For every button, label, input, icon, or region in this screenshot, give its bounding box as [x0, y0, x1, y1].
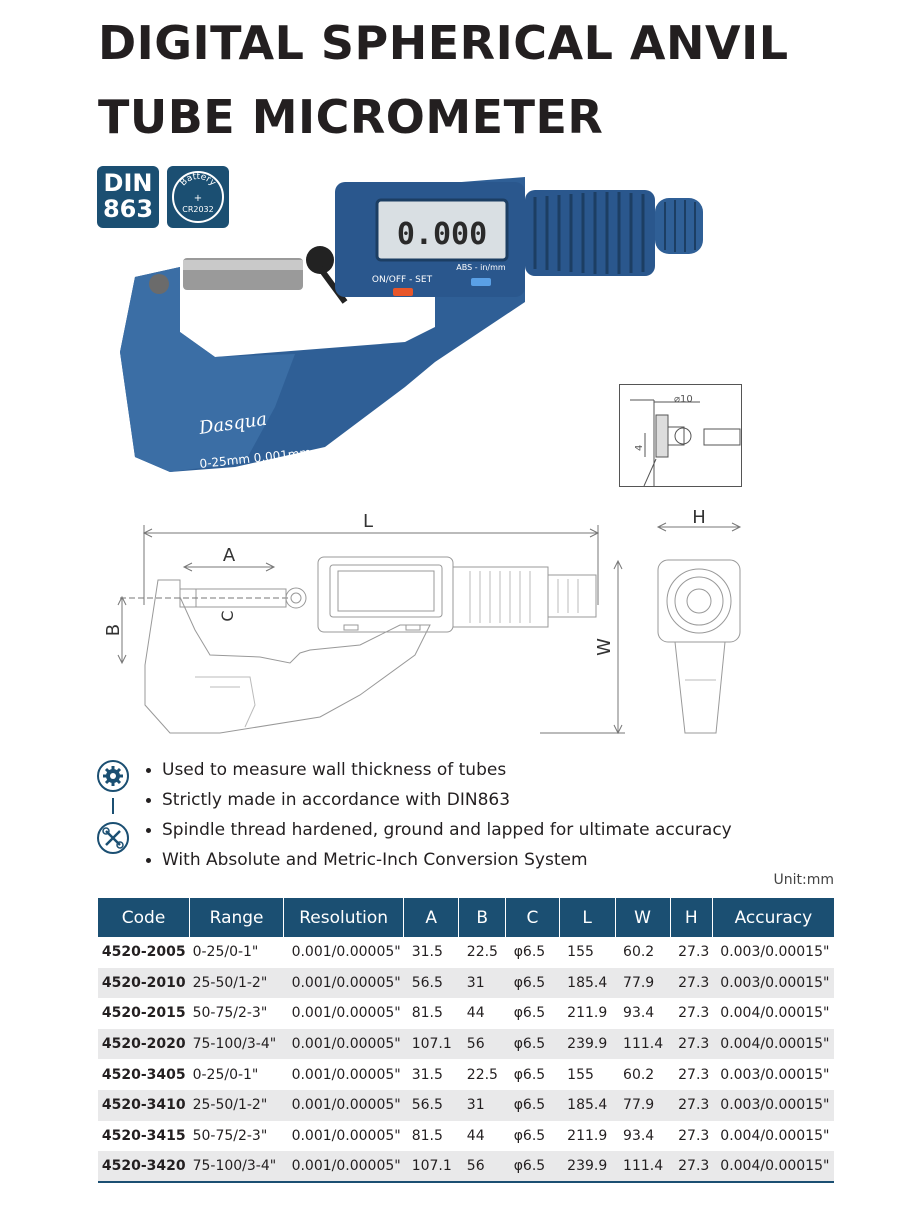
table-header-row: [98, 898, 834, 937]
cell-a: 31.5: [411, 1066, 443, 1083]
cell-l: 185.4: [559, 1090, 615, 1121]
cell-accuracy: 0.004/0.00015": [712, 1029, 834, 1060]
cell-a: 56.5: [404, 968, 459, 999]
cell-l: 185.4: [559, 968, 615, 999]
cell-range: 25-50/1-2": [190, 968, 284, 999]
cell-accuracy: 0.004/0.00015": [712, 1151, 834, 1182]
cell-l: 155: [567, 1066, 594, 1083]
cell-w: 77.9: [615, 968, 670, 999]
cell-w: 111.4: [615, 1029, 670, 1060]
page-title: [98, 6, 858, 154]
feature-item: Spindle thread hardened, ground and lapped for ultimate accuracy: [146, 820, 732, 850]
table-row: [98, 998, 834, 1029]
cell-accuracy: 0.003/0.00015": [720, 944, 830, 961]
cell-w: 93.4: [623, 1005, 655, 1022]
cell-resolution: 0.001/0.00005": [291, 944, 401, 961]
cell-h: 27.3: [670, 1151, 712, 1182]
cell-code: 4520-2010: [98, 968, 190, 999]
cell-l: 211.9: [567, 1005, 608, 1022]
table-row: [98, 1121, 834, 1152]
cell-l: 239.9: [559, 1029, 615, 1060]
header-l: L: [559, 898, 615, 937]
battery-badge-plus: +: [193, 193, 203, 204]
cell-h: 27.3: [670, 1090, 712, 1121]
dim-label-L: L: [362, 511, 374, 532]
feature-list: [146, 760, 732, 880]
dimension-drawing-side: [640, 505, 750, 740]
battery-badge-bottom: CR2032: [182, 205, 214, 214]
cell-c: φ6.5: [506, 968, 559, 999]
cell-c: φ6.5: [513, 1066, 546, 1083]
din-badge-line2: 863: [102, 195, 154, 223]
header-c: C: [506, 898, 559, 937]
cell-resolution: 0.001/0.00005": [291, 1127, 401, 1144]
cell-c: φ6.5: [506, 1029, 559, 1060]
cell-range: 25-50/1-2": [190, 1090, 284, 1121]
header-a: A: [404, 898, 459, 937]
cell-range: 75-100/3-4": [190, 1151, 284, 1182]
cell-range: 0-25/0-1": [192, 944, 259, 961]
cell-accuracy: 0.003/0.00015": [712, 968, 834, 999]
cell-accuracy: 0.004/0.00015": [720, 1127, 830, 1144]
range-marking: 0-25mm 0.001mm: [198, 445, 312, 471]
header-accuracy: Accuracy: [712, 898, 834, 937]
cell-accuracy: 0.004/0.00015": [720, 1005, 830, 1022]
cell-resolution: 0.001/0.00005": [284, 1029, 404, 1060]
cell-b: 31: [459, 1090, 506, 1121]
header-h: H: [670, 898, 712, 937]
on-off-button: [393, 288, 413, 296]
gear-icon: [98, 761, 128, 791]
cell-b: 44: [466, 1005, 485, 1022]
cell-h: 27.3: [670, 968, 712, 999]
cell-b: 56: [459, 1151, 506, 1182]
feature-icons: [96, 760, 130, 856]
title-line-2: TUBE MICROMETER: [98, 90, 604, 144]
cell-h: 27.3: [678, 1066, 710, 1083]
button-label-right: ABS - in/mm: [456, 263, 506, 272]
table-row: [98, 1151, 834, 1182]
cell-b: 22.5: [466, 1066, 498, 1083]
display-readout: 0.000: [396, 217, 488, 252]
anvil-detail-drawing: [619, 384, 742, 487]
cell-code: 4520-2020: [98, 1029, 190, 1060]
cell-w: 77.9: [615, 1090, 670, 1121]
dim-label-W: W: [594, 638, 615, 656]
abs-button: [471, 278, 491, 286]
cell-c: φ6.5: [506, 1090, 559, 1121]
cell-w: 111.4: [615, 1151, 670, 1182]
brand-logo: Dasqua: [197, 408, 269, 439]
feature-item: Strictly made in accordance with DIN863: [146, 790, 732, 820]
button-label-left: ON/OFF - SET: [371, 275, 433, 285]
cell-a: 56.5: [404, 1090, 459, 1121]
dim-label-A: A: [222, 545, 236, 566]
cell-code: 4520-3410: [98, 1090, 190, 1121]
table-row: [98, 1059, 834, 1090]
cell-code: 4520-3415: [101, 1127, 186, 1144]
dimension-drawing-front: [100, 505, 630, 740]
cell-range: 50-75/2-3": [192, 1127, 268, 1144]
cell-b: 56: [459, 1029, 506, 1060]
unit-label: Unit:mm: [773, 872, 834, 888]
table-row: [98, 1090, 834, 1121]
table-row: [98, 968, 834, 999]
cell-resolution: 0.001/0.00005": [284, 1151, 404, 1182]
spec-table: [98, 898, 834, 1183]
dim-label-C: C: [218, 610, 237, 622]
cell-a: 107.1: [404, 1029, 459, 1060]
feature-item: Used to measure wall thickness of tubes: [146, 760, 732, 790]
cell-code: 4520-3405: [101, 1066, 186, 1083]
cell-c: φ6.5: [513, 944, 546, 961]
dim-label-B: B: [103, 623, 124, 637]
cell-resolution: 0.001/0.00005": [284, 1090, 404, 1121]
cell-h: 27.3: [678, 944, 710, 961]
cell-c: φ6.5: [513, 1005, 546, 1022]
header-range: Range: [190, 898, 284, 937]
cell-l: 211.9: [567, 1127, 608, 1144]
cell-w: 93.4: [623, 1127, 655, 1144]
cell-accuracy: 0.003/0.00015": [712, 1090, 834, 1121]
cell-resolution: 0.001/0.00005": [284, 968, 404, 999]
cell-l: 239.9: [559, 1151, 615, 1182]
cell-h: 27.3: [670, 1029, 712, 1060]
detail-diameter-label: ⌀10: [674, 394, 693, 405]
cell-resolution: 0.001/0.00005": [291, 1005, 401, 1022]
cell-resolution: 0.001/0.00005": [291, 1066, 401, 1083]
table-row: [98, 937, 834, 968]
cell-c: φ6.5: [513, 1127, 546, 1144]
cell-a: 31.5: [411, 944, 443, 961]
cell-range: 0-25/0-1": [192, 1066, 259, 1083]
cell-a: 81.5: [411, 1005, 443, 1022]
cell-b: 22.5: [466, 944, 498, 961]
cell-a: 107.1: [404, 1151, 459, 1182]
cell-h: 27.3: [678, 1005, 710, 1022]
battery-badge-top: Battery: [178, 171, 218, 189]
cell-code: 4520-3420: [98, 1151, 190, 1182]
tools-icon: [98, 823, 128, 853]
cell-c: φ6.5: [506, 1151, 559, 1182]
table-row: [98, 1029, 834, 1060]
dim-label-H: H: [692, 507, 706, 528]
cell-code: 4520-2015: [101, 1005, 186, 1022]
din-badge-line1: DIN: [103, 169, 153, 197]
cell-range: 75-100/3-4": [190, 1029, 284, 1060]
header-w: W: [615, 898, 670, 937]
header-resolution: Resolution: [284, 898, 404, 937]
header-code: Code: [98, 898, 190, 937]
cell-a: 81.5: [411, 1127, 443, 1144]
cell-accuracy: 0.003/0.00015": [720, 1066, 830, 1083]
cell-w: 60.2: [623, 1066, 655, 1083]
cell-code: 4520-2005: [101, 944, 186, 961]
title-line-1: DIGITAL SPHERICAL ANVIL: [98, 16, 789, 70]
cell-b: 31: [459, 968, 506, 999]
anvil-detail-graphic: [620, 385, 741, 486]
cell-range: 50-75/2-3": [192, 1005, 268, 1022]
cell-w: 60.2: [623, 944, 655, 961]
header-b: B: [459, 898, 506, 937]
cell-b: 44: [466, 1127, 485, 1144]
cell-l: 155: [567, 944, 594, 961]
cell-h: 27.3: [678, 1127, 710, 1144]
detail-height-label: 4: [634, 444, 645, 451]
feature-item: With Absolute and Metric-Inch Conversion System: [146, 850, 732, 880]
